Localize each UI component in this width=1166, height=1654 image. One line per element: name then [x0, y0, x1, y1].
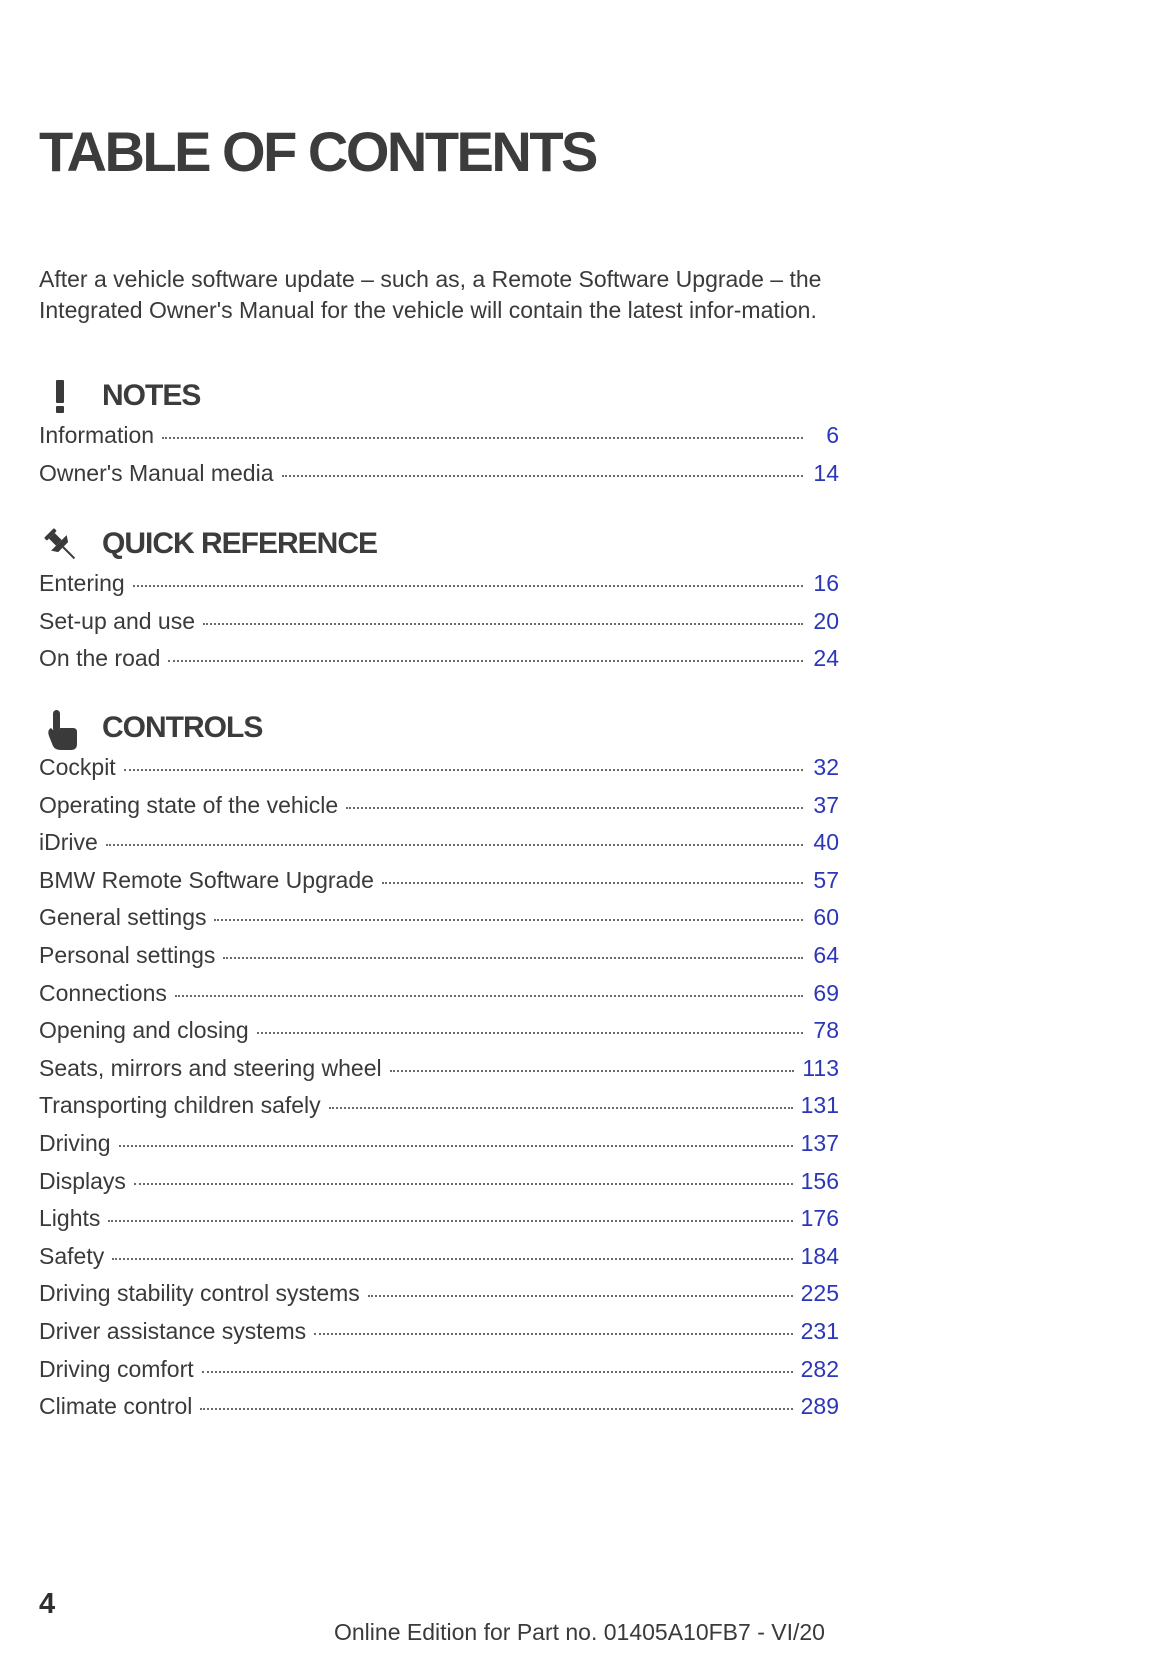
toc-entry-label: Operating state of the vehicle: [39, 791, 339, 818]
toc-entry-label: Set-up and use: [39, 607, 196, 634]
toc-entry-label: General settings: [39, 904, 207, 931]
toc-entry-page-link[interactable]: 184: [800, 1242, 839, 1269]
dot-leader: [282, 475, 804, 477]
toc-entry-transporting-children[interactable]: [39, 1092, 839, 1130]
toc-entry-page-link[interactable]: 282: [800, 1355, 839, 1382]
pushpin-icon: [39, 524, 91, 566]
toc-entry-climate-control[interactable]: [39, 1393, 839, 1431]
toc-entry-label: Lights: [39, 1205, 101, 1232]
dot-leader: [200, 1408, 792, 1410]
toc-entry-lights[interactable]: [39, 1205, 839, 1243]
toc-entry-safety[interactable]: [39, 1243, 839, 1281]
section-notes: [39, 376, 839, 497]
toc-entry-page-link[interactable]: 20: [813, 607, 839, 634]
toc-entry-label: Connections: [39, 979, 167, 1006]
pointing-hand-icon: [39, 708, 91, 750]
toc-list: [39, 422, 839, 497]
toc-entry-label: Driving: [39, 1129, 111, 1156]
toc-entry-label: Displays: [39, 1167, 126, 1194]
toc-entry-remote-software-upgrade[interactable]: [39, 867, 839, 905]
toc-entry-idrive[interactable]: [39, 829, 839, 867]
dot-leader: [134, 1183, 793, 1185]
toc-entry-page-link[interactable]: 37: [813, 791, 839, 818]
toc-entry-seats-mirrors[interactable]: [39, 1055, 839, 1093]
section-quick-reference: [39, 524, 839, 683]
section-header: [39, 376, 839, 422]
toc-entry-driver-assistance[interactable]: [39, 1318, 839, 1356]
toc-entry-page-link[interactable]: 113: [802, 1054, 839, 1081]
dot-leader: [329, 1107, 793, 1109]
toc-entry-page-link[interactable]: 78: [813, 1017, 839, 1044]
toc-entry-page-link[interactable]: 24: [813, 645, 839, 672]
page-number: 4: [39, 1588, 56, 1620]
intro-paragraph: After a vehicle software update – such as, a Remote Software Upgrade – the Integrated Owner's Manual for the vehicle will contain the latest infor-mation.: [39, 266, 822, 323]
toc-entry-page-link[interactable]: 64: [813, 941, 839, 968]
toc-entry-cockpit[interactable]: [39, 754, 839, 792]
dot-leader: [314, 1333, 793, 1335]
toc-entry-page-link[interactable]: 231: [800, 1317, 839, 1344]
toc-entry-label: Cockpit: [39, 754, 116, 780]
toc-entry-driving[interactable]: [39, 1130, 839, 1168]
toc-entry-information[interactable]: [39, 422, 839, 460]
toc-entry-driving-stability[interactable]: [39, 1280, 839, 1318]
toc-entry-label: Transporting children safely: [39, 1092, 321, 1119]
section-header: [39, 708, 839, 754]
toc-entry-owners-manual-media[interactable]: [39, 460, 839, 498]
toc-entry-page-link[interactable]: 131: [800, 1092, 839, 1119]
toc-entry-page-link[interactable]: 60: [813, 904, 839, 931]
toc-entry-label: On the road: [39, 645, 161, 672]
section-title: CONTROLS: [102, 711, 263, 744]
toc-entry-driving-comfort[interactable]: [39, 1356, 839, 1394]
toc-entry-label: Driving stability control systems: [39, 1280, 360, 1307]
toc-entry-page-link[interactable]: 32: [813, 754, 839, 780]
toc-entry-page-link[interactable]: 176: [800, 1205, 839, 1232]
toc-entry-label: Seats, mirrors and steering wheel: [39, 1054, 382, 1081]
toc-entry-page-link[interactable]: 69: [813, 979, 839, 1006]
toc-entry-page-link[interactable]: 156: [800, 1167, 839, 1194]
dot-leader: [257, 1032, 803, 1034]
toc-entry-label: Entering: [39, 570, 125, 596]
toc-list: [39, 754, 839, 1431]
exclamation-icon: [39, 376, 91, 418]
toc-entry-page-link[interactable]: 14: [813, 459, 839, 486]
dot-leader: [108, 1220, 792, 1222]
toc-entry-label: Information: [39, 422, 155, 448]
section-header: [39, 524, 839, 570]
dot-leader: [112, 1258, 792, 1260]
toc-entry-page-link[interactable]: 57: [813, 866, 839, 893]
toc-entry-page-link[interactable]: 6: [826, 422, 839, 448]
toc-entry-displays[interactable]: [39, 1168, 839, 1206]
section-controls: [39, 708, 839, 1431]
dot-leader: [214, 919, 803, 921]
toc-entry-connections[interactable]: [39, 980, 839, 1018]
toc-entry-page-link[interactable]: 16: [813, 570, 839, 596]
dot-leader: [203, 623, 803, 625]
section-title: QUICK REFERENCE: [102, 527, 378, 560]
toc-entry-label: iDrive: [39, 829, 98, 856]
toc-entry-page-link[interactable]: 137: [800, 1129, 839, 1156]
dot-leader: [119, 1145, 793, 1147]
toc-entry-personal-settings[interactable]: [39, 942, 839, 980]
toc-entry-set-up-and-use[interactable]: [39, 608, 839, 646]
dot-leader: [133, 585, 803, 587]
toc-entry-general-settings[interactable]: [39, 904, 839, 942]
toc-entry-page-link[interactable]: 40: [813, 829, 839, 856]
dot-leader: [346, 807, 803, 809]
dot-leader: [162, 437, 803, 439]
footer-edition-note: Online Edition for Part no. 01405A10FB7 - VI/20: [334, 1619, 825, 1645]
dot-leader: [124, 769, 803, 771]
dot-leader: [106, 844, 803, 846]
toc-entry-label: Climate control: [39, 1393, 193, 1420]
toc-entry-opening-and-closing[interactable]: [39, 1017, 839, 1055]
dot-leader: [368, 1295, 793, 1297]
dot-leader: [168, 660, 803, 662]
dot-leader: [223, 957, 803, 959]
toc-entry-label: Owner's Manual media: [39, 459, 274, 486]
toc-entry-entering[interactable]: [39, 570, 839, 608]
toc-entry-label: Driving comfort: [39, 1355, 194, 1382]
section-title: NOTES: [102, 379, 201, 412]
toc-entry-operating-state[interactable]: [39, 792, 839, 830]
page-title: TABLE OF CONTENTS: [39, 120, 596, 183]
dot-leader: [382, 882, 803, 884]
toc-entry-page-link[interactable]: 225: [800, 1280, 839, 1307]
toc-entry-label: Opening and closing: [39, 1017, 249, 1044]
toc-list: [39, 570, 839, 683]
toc-entry-label: Safety: [39, 1242, 105, 1269]
dot-leader: [202, 1371, 793, 1373]
toc-entry-label: BMW Remote Software Upgrade: [39, 866, 374, 893]
toc-entry-label: Personal settings: [39, 941, 216, 968]
toc-entry-label: Driver assistance systems: [39, 1317, 307, 1344]
toc-entry-on-the-road[interactable]: [39, 645, 839, 683]
dot-leader: [390, 1070, 795, 1072]
dot-leader: [175, 995, 803, 997]
toc-entry-page-link[interactable]: 289: [800, 1393, 839, 1420]
